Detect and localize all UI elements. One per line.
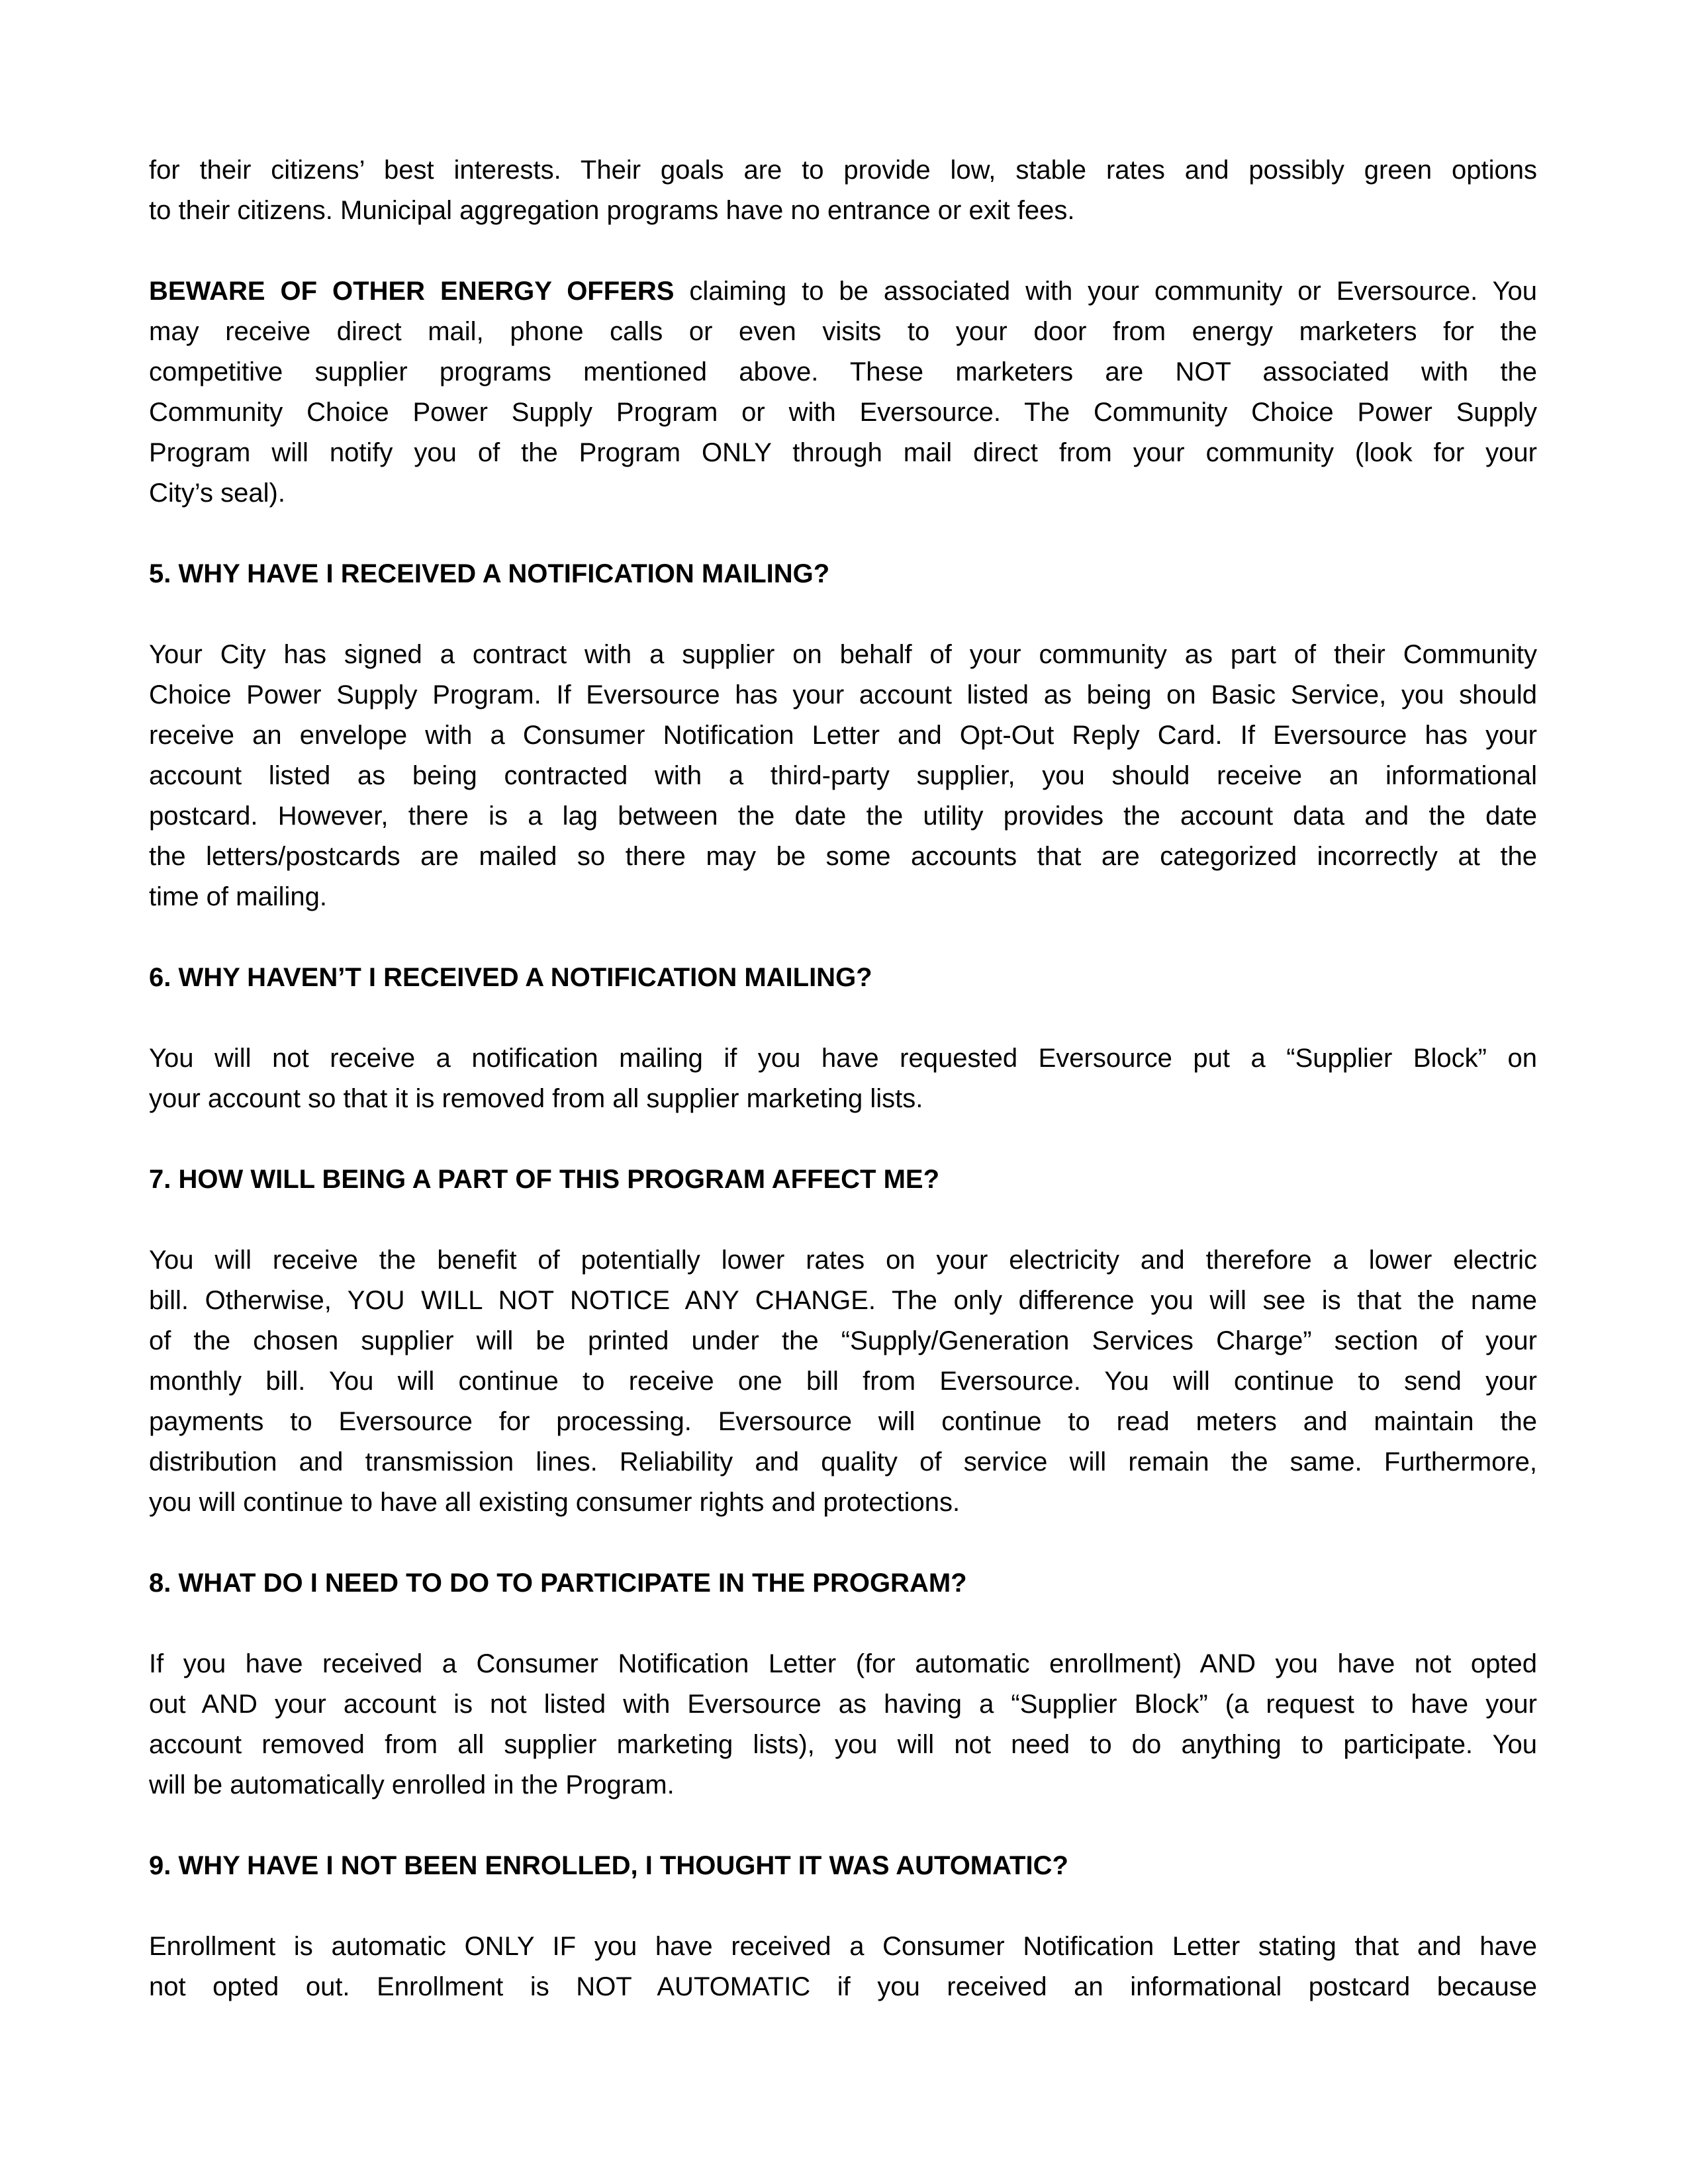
text-line bbox=[149, 1402, 1537, 1442]
text-line bbox=[149, 1644, 1537, 1684]
text-segment: account listed as being contracted with a third-party supplier, you should receive an informational bbox=[149, 761, 1537, 790]
text-line bbox=[149, 1079, 1537, 1119]
document-body bbox=[149, 150, 1537, 2048]
text-segment: the letters/postcards are mailed so there may be some accounts that are categorized incorrectly at the bbox=[149, 842, 1537, 871]
text-segment: bill. Otherwise, YOU WILL NOT NOTICE ANY CHANGE. The only difference you will see is that the name bbox=[149, 1286, 1537, 1315]
text-line bbox=[149, 1684, 1537, 1725]
text-segment: not opted out. Enrollment is NOT AUTOMATIC if you received an informational postcard because bbox=[149, 1972, 1537, 2001]
text-line bbox=[149, 473, 1537, 514]
text-line bbox=[149, 1725, 1537, 1765]
text-line bbox=[149, 675, 1537, 715]
text-line bbox=[149, 877, 1537, 917]
text-line bbox=[149, 1240, 1537, 1281]
text-segment: Enrollment is automatic ONLY IF you have received a Consumer Notification Letter stating that and have bbox=[149, 1932, 1537, 1961]
text-line bbox=[149, 392, 1537, 433]
text-line bbox=[149, 191, 1537, 231]
text-line bbox=[149, 352, 1537, 392]
section-heading: 5. WHY HAVE I RECEIVED A NOTIFICATION MAILING? bbox=[149, 559, 830, 588]
paragraph bbox=[149, 635, 1537, 917]
paragraph bbox=[149, 150, 1537, 231]
text-line bbox=[149, 796, 1537, 837]
text-segment: payments to Eversource for processing. Eversource will continue to read meters and maintain the bbox=[149, 1407, 1537, 1436]
paragraph bbox=[149, 1240, 1537, 1523]
bold-text-segment: BEWARE OF OTHER ENERGY OFFERS bbox=[149, 277, 675, 306]
text-segment: will be automatically enrolled in the Program. bbox=[149, 1770, 675, 1799]
text-segment: to their citizens. Municipal aggregation programs have no entrance or exit fees. bbox=[149, 196, 1075, 225]
text-segment: Your City has signed a contract with a supplier on behalf of your community as part of their Community bbox=[149, 640, 1537, 669]
paragraph bbox=[149, 1038, 1537, 1119]
text-line bbox=[149, 756, 1537, 796]
section-heading: 8. WHAT DO I NEED TO DO TO PARTICIPATE IN THE PROGRAM? bbox=[149, 1569, 967, 1598]
text-line bbox=[149, 1361, 1537, 1402]
text-segment: may receive direct mail, phone calls or even visits to your door from energy marketers for the bbox=[149, 317, 1537, 346]
text-segment: competitive supplier programs mentioned above. These marketers are NOT associated with the bbox=[149, 357, 1537, 387]
text-line bbox=[149, 433, 1537, 473]
text-line bbox=[149, 837, 1537, 877]
text-segment: monthly bill. You will continue to receive one bill from Eversource. You will continue to send your bbox=[149, 1367, 1537, 1396]
text-line bbox=[149, 1482, 1537, 1523]
text-segment: your account so that it is removed from all supplier marketing lists. bbox=[149, 1084, 923, 1113]
text-segment: for their citizens’ best interests. Their goals are to provide low, stable rates and possibly green options bbox=[149, 156, 1537, 185]
text-line bbox=[149, 635, 1537, 675]
text-segment: time of mailing. bbox=[149, 882, 327, 911]
text-line bbox=[149, 1281, 1537, 1321]
text-segment: you will continue to have all existing consumer rights and protections. bbox=[149, 1488, 961, 1517]
text-segment: out AND your account is not listed with Eversource as having a “Supplier Block” (a request to have your bbox=[149, 1690, 1537, 1719]
section-heading: 7. HOW WILL BEING A PART OF THIS PROGRAM AFFECT ME? bbox=[149, 1165, 940, 1194]
text-segment: distribution and transmission lines. Reliability and quality of service will remain the same. Furthermore, bbox=[149, 1447, 1537, 1477]
paragraph bbox=[149, 1927, 1537, 2007]
text-segment: Community Choice Power Supply Program or with Eversource. The Community Choice Power Supply bbox=[149, 398, 1537, 427]
section-heading: 6. WHY HAVEN’T I RECEIVED A NOTIFICATION MAILING? bbox=[149, 963, 872, 992]
paragraph bbox=[149, 1644, 1537, 1805]
text-line bbox=[149, 1442, 1537, 1482]
text-line bbox=[149, 150, 1537, 191]
text-segment: You will receive the benefit of potentially lower rates on your electricity and therefore a lower electric bbox=[149, 1246, 1537, 1275]
text-line bbox=[149, 1321, 1537, 1361]
text-segment: City’s seal). bbox=[149, 478, 285, 508]
text-line bbox=[149, 312, 1537, 352]
text-segment: Choice Power Supply Program. If Eversource has your account listed as being on Basic Service, you should bbox=[149, 680, 1537, 709]
text-line bbox=[149, 271, 1537, 312]
text-line bbox=[149, 715, 1537, 756]
text-line bbox=[149, 1927, 1537, 1967]
paragraph bbox=[149, 271, 1537, 514]
text-segment: account removed from all supplier marketing lists), you will not need to do anything to participate. You bbox=[149, 1730, 1537, 1759]
section-heading: 9. WHY HAVE I NOT BEEN ENROLLED, I THOUGHT IT WAS AUTOMATIC? bbox=[149, 1851, 1068, 1880]
text-line bbox=[149, 1765, 1537, 1805]
text-segment: Program will notify you of the Program ONLY through mail direct from your community (look for your bbox=[149, 438, 1537, 467]
text-segment: claiming to be associated with your community or Eversource. You bbox=[674, 277, 1537, 306]
text-segment: If you have received a Consumer Notification Letter (for automatic enrollment) AND you have not opted bbox=[149, 1649, 1537, 1678]
text-line bbox=[149, 1038, 1537, 1079]
text-segment: postcard. However, there is a lag between the date the utility provides the account data and the date bbox=[149, 801, 1537, 831]
text-segment: You will not receive a notification mailing if you have requested Eversource put a “Supplier Block” on bbox=[149, 1044, 1537, 1073]
text-segment: of the chosen supplier will be printed under the “Supply/Generation Services Charge” section of your bbox=[149, 1326, 1537, 1355]
text-line bbox=[149, 1967, 1537, 2007]
text-segment: receive an envelope with a Consumer Notification Letter and Opt-Out Reply Card. If Eversource has your bbox=[149, 721, 1537, 750]
